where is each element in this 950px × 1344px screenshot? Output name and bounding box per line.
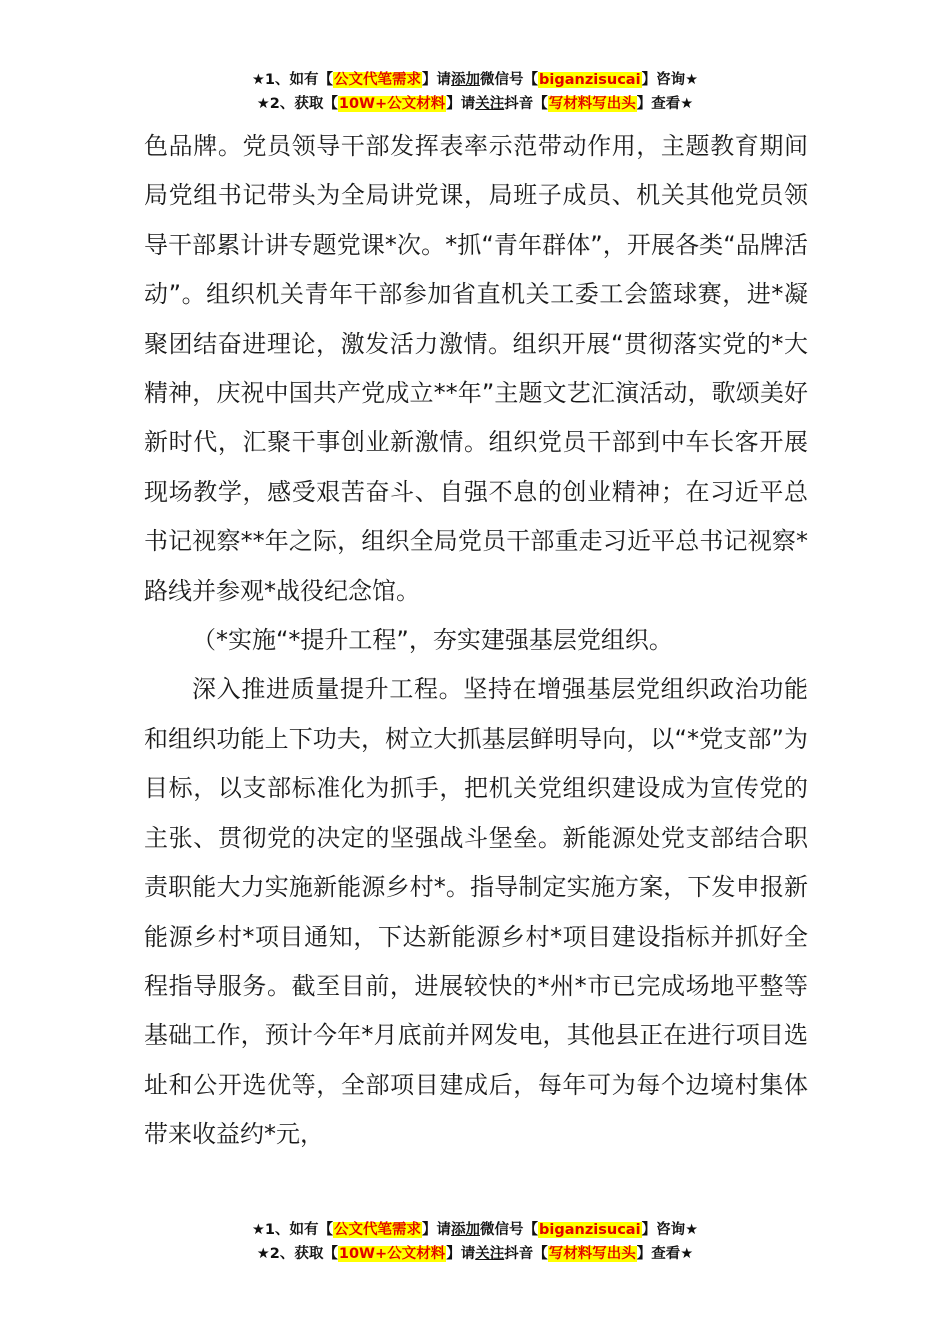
- footer-promo-banner: [0, 1218, 950, 1266]
- promo-highlight: 10W+公文材料: [338, 96, 446, 112]
- promo-highlight: 公文代笔需求: [334, 72, 422, 88]
- promo-text: 】查看★: [636, 1246, 694, 1262]
- promo-text: ★2、获取【: [256, 96, 338, 112]
- promo-line-1: [0, 68, 950, 92]
- promo-line-1: [0, 1218, 950, 1242]
- section-heading: （*实施“*提升工程”，夯实建强基层党组织。: [192, 626, 673, 655]
- promo-text: 】请: [446, 96, 476, 112]
- promo-text: 】咨询★: [641, 1222, 699, 1238]
- promo-text: 抖音【: [504, 1246, 548, 1262]
- promo-highlight: 10W+公文材料: [338, 1246, 446, 1262]
- promo-text: 】咨询★: [641, 72, 699, 88]
- promo-highlight: 公文代笔需求: [334, 1222, 422, 1238]
- paragraph-2: 深入推进质量提升工程。坚持在增强基层党组织政治功能和组织功能上下功夫，树立大抓基层鲜明导向，以“*党支部”为目标，以支部标准化为抓手，把机关党组织建设成为宣传党的主张、贯彻党的决定的坚强战斗堡垒。新能源处党支部结合职责职能大力实施新能源乡村*。指导制定实施方案，下发申报新能源乡村*项目通知，下达新能源乡村*项目建设指标并抓好全程指导服务。截至目前，进展较快的*州*市已完成场地平整等基础工作，预计今年*月底前并网发电，其他县正在进行项目选址和公开选优等，全部项目建成后，每年可为每个边境村集体带来收益约*元，: [144, 675, 808, 1149]
- document-body: [144, 122, 808, 1160]
- header-promo-banner: [0, 68, 950, 116]
- promo-line-2: [0, 92, 950, 116]
- promo-highlight: 写材料写出头: [548, 1246, 636, 1262]
- promo-text: ★2、获取【: [256, 1246, 338, 1262]
- promo-highlight: 写材料写出头: [548, 96, 636, 112]
- promo-text: ★1、如有【: [251, 1222, 334, 1238]
- promo-text: 】请: [446, 1246, 476, 1262]
- promo-underlined: 添加: [451, 1222, 481, 1238]
- promo-text: 微信号【: [480, 72, 539, 88]
- promo-text: ★1、如有【: [251, 72, 334, 88]
- promo-underlined: 添加: [451, 72, 481, 88]
- promo-text: 抖音【: [504, 96, 548, 112]
- promo-text: 】请: [422, 72, 452, 88]
- promo-underlined: 关注: [475, 96, 505, 112]
- promo-underlined: 关注: [475, 1246, 505, 1262]
- promo-line-2: [0, 1242, 950, 1266]
- promo-text: 微信号【: [480, 1222, 539, 1238]
- promo-highlight: biganzisucai: [539, 72, 641, 88]
- promo-text: 】查看★: [636, 96, 694, 112]
- promo-highlight: biganzisucai: [539, 1222, 641, 1238]
- promo-text: 】请: [422, 1222, 452, 1238]
- paragraph-1: 色品牌。党员领导干部发挥表率示范带动作用，主题教育期间局党组书记带头为全局讲党课，局班子成员、机关其他党员领导干部累计讲专题党课*次。*抓“青年群体”，开展各类“品牌活动”。组织机关青年干部参加省直机关工委工会篮球赛，进*凝聚团结奋进理论，激发活力激情。组织开展“贯彻落实党的*大精神，庆祝中国共产党成立**年”主题文艺汇演活动，歌颂美好新时代，汇聚干事创业新激情。组织党员干部到中车长客开展现场教学，感受艰苦奋斗、自强不息的创业精神；在习近平总书记视察**年之际，组织全局党员干部重走习近平总书记视察*路线并参观*战役纪念馆。: [144, 132, 808, 605]
